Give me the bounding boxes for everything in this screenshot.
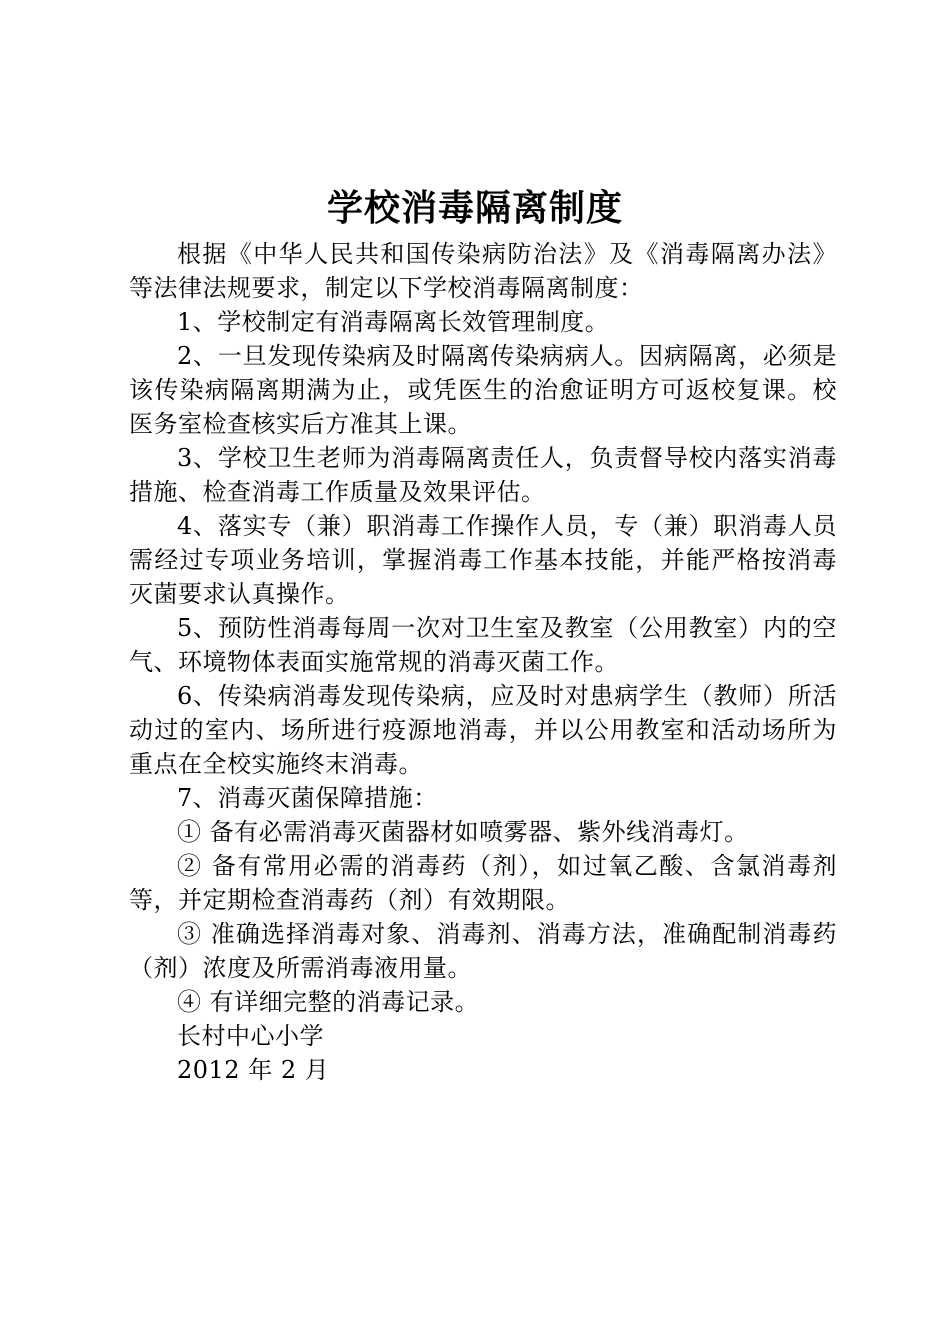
rule-6: 6、传染病消毒发现传染病，应及时对患病学生（教师）所活动过的室内、场所进行疫源地消毒，并以公用教室和活动场所为重点在全校实施终末消毒。 — [129, 682, 837, 778]
rule-3: 3、学校卫生老师为消毒隔离责任人，负责督导校内落实消毒措施、检查消毒工作质量及效果评估。 — [129, 444, 837, 506]
rule-4: 4、落实专（兼）职消毒工作操作人员，专（兼）职消毒人员需经过专项业务培训，掌握消毒工作基本技能，并能严格按消毒灭菌要求认真操作。 — [129, 512, 837, 608]
rule-1: 1、学校制定有消毒隔离长效管理制度。 — [177, 308, 610, 336]
measure-1: ① 备有必需消毒灭菌器材如喷雾器、紫外线消毒灯。 — [177, 818, 749, 846]
measure-4: ④ 有详细完整的消毒记录。 — [177, 988, 480, 1016]
rule-5: 5、预防性消毒每周一次对卫生室及教室（公用教室）内的空气、环境物体表面实施常规的消毒灭菌工作。 — [129, 614, 837, 676]
signature-school: 长村中心小学 — [177, 1022, 324, 1050]
signature-date: 2012 年 2 月 — [177, 1056, 330, 1084]
document-body — [129, 237, 837, 1087]
document-title: 学校消毒隔离制度 — [326, 187, 623, 229]
rule-7: 7、消毒灭菌保障措施： — [177, 784, 438, 812]
measure-2: ② 备有常用必需的消毒药（剂），如过氧乙酸、含氯消毒剂等，并定期检查消毒药（剂）有效期限。 — [129, 852, 837, 914]
measure-3: ③ 准确选择消毒对象、消毒剂、消毒方法，准确配制消毒药（剂）浓度及所需消毒液用量。 — [129, 920, 837, 982]
rule-2: 2、一旦发现传染病及时隔离传染病病人。因病隔离，必须是该传染病隔离期满为止，或凭医生的治愈证明方可返校复课。校医务室检查核实后方准其上课。 — [129, 342, 837, 438]
intro-paragraph: 根据《中华人民共和国传染病防治法》及《消毒隔离办法》等法律法规要求，制定以下学校消毒隔离制度： — [129, 240, 837, 302]
